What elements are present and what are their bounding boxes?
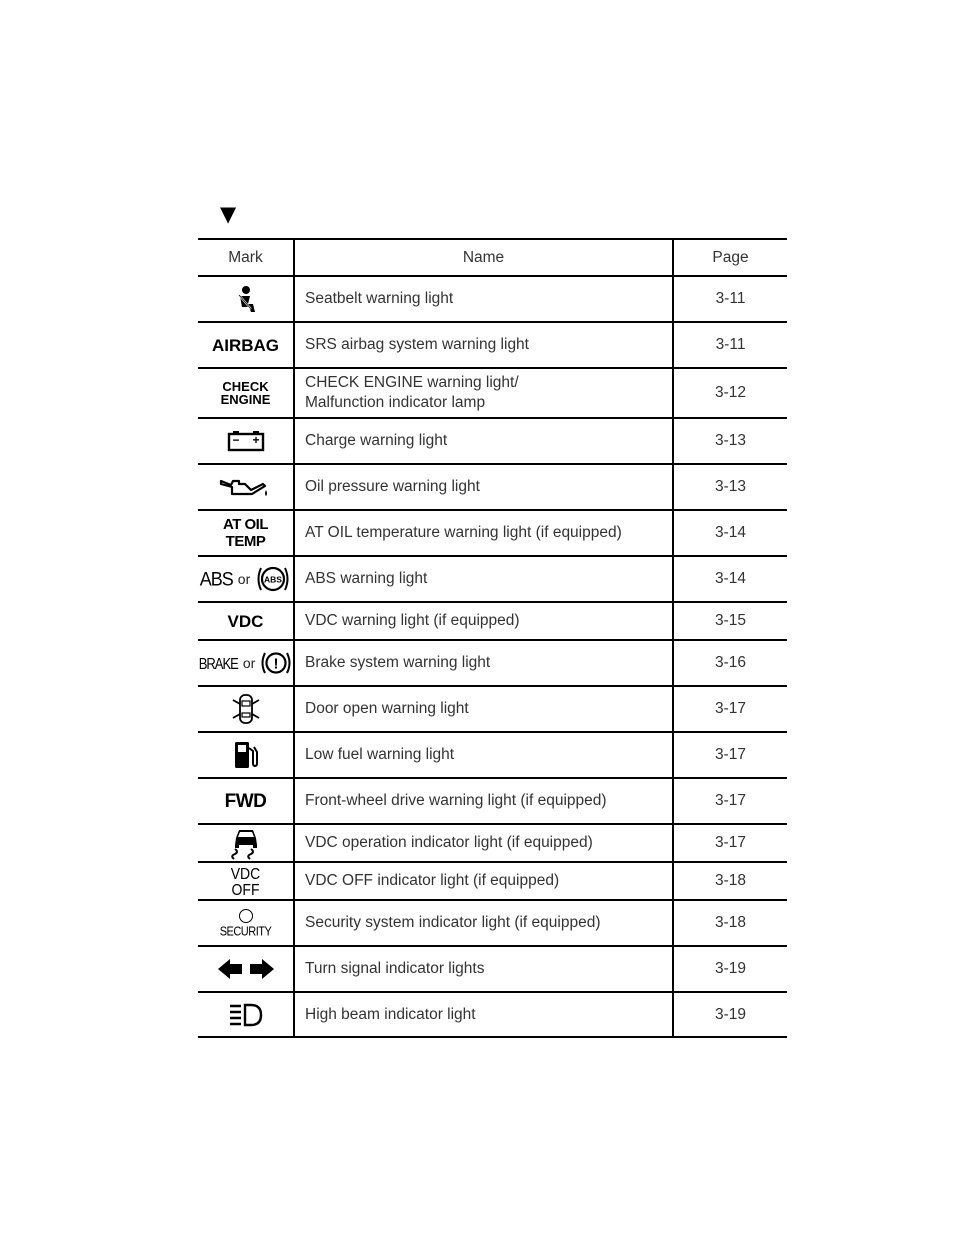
vdc-off-text-line1: VDC (230, 863, 261, 883)
page-cell: 3-19 (673, 992, 787, 1037)
mark-cell (198, 862, 294, 900)
table-row (198, 900, 787, 946)
battery-plus-label: + (251, 433, 260, 447)
page-cell: 3-17 (673, 778, 787, 824)
or-label: or (237, 571, 251, 587)
turn-signal-arrows-icon (217, 958, 275, 980)
mark-cell (198, 368, 294, 418)
brake-text-icon: BRAKE (198, 654, 238, 672)
table-row (198, 322, 787, 368)
table-row (198, 368, 787, 418)
brake-exclamation-label: ! (273, 655, 279, 673)
warning-light-table (198, 238, 787, 1038)
fuel-pump-icon (232, 739, 260, 771)
name-cell: Door open warning light (294, 686, 673, 732)
table-row (198, 418, 787, 464)
security-light-icon (238, 908, 254, 924)
high-beam-icon (228, 1003, 264, 1027)
header-page: Page (673, 239, 787, 276)
mark-cell (198, 686, 294, 732)
name-cell: VDC operation indicator light (if equipped) (294, 824, 673, 862)
door-open-icon (229, 693, 263, 725)
name-cell: Low fuel warning light (294, 732, 673, 778)
table-header-row (198, 239, 787, 276)
table-row (198, 992, 787, 1037)
at-oil-text-line1: AT OIL (222, 516, 269, 533)
name-cell: High beam indicator light (294, 992, 673, 1037)
name-cell: Brake system warning light (294, 640, 673, 686)
page-cell: 3-14 (673, 510, 787, 556)
airbag-text-icon: AIRBAG (211, 335, 280, 355)
name-cell: AT OIL temperature warning light (if equipped) (294, 510, 673, 556)
name-cell: Seatbelt warning light (294, 276, 673, 322)
name-cell: Security system indicator light (if equipped) (294, 900, 673, 946)
page-cell: 3-11 (673, 322, 787, 368)
page-cell: 3-13 (673, 418, 787, 464)
security-text-icon: SECURITY (219, 924, 272, 940)
page-cell: 3-17 (673, 732, 787, 778)
table-row (198, 276, 787, 322)
at-oil-text-line2: TEMP (225, 533, 266, 550)
battery-icon (227, 430, 265, 452)
name-cell: SRS airbag system warning light (294, 322, 673, 368)
abs-text-icon: ABS (199, 568, 233, 590)
mark-cell (198, 418, 294, 464)
name-cell: Oil pressure warning light (294, 464, 673, 510)
check-engine-text-line1: CHECK (222, 379, 269, 394)
page-cell: 3-17 (673, 686, 787, 732)
abs-circle-label: ABS (264, 574, 283, 585)
mark-cell (198, 556, 294, 602)
table-row (198, 732, 787, 778)
table-row (198, 862, 787, 900)
table-row (198, 464, 787, 510)
page-cell: 3-18 (673, 900, 787, 946)
mark-cell (198, 900, 294, 946)
mark-cell (198, 510, 294, 556)
name-cell: VDC warning light (if equipped) (294, 602, 673, 640)
section-bullet-marker: ▼ (220, 202, 237, 226)
page-cell: 3-13 (673, 464, 787, 510)
abs-circle-icon (255, 564, 291, 594)
mark-cell (198, 322, 294, 368)
table-row (198, 556, 787, 602)
vdc-off-text-line2: OFF (231, 879, 260, 899)
page-cell: 3-12 (673, 368, 787, 418)
page-cell: 3-15 (673, 602, 787, 640)
mark-cell (198, 946, 294, 992)
page-cell: 3-11 (673, 276, 787, 322)
table-row (198, 640, 787, 686)
name-cell (294, 368, 673, 418)
table-row (198, 824, 787, 862)
mark-cell (198, 602, 294, 640)
name-line-2: Malfunction indicator lamp (305, 394, 486, 411)
name-cell: Turn signal indicator lights (294, 946, 673, 992)
name-cell: VDC OFF indicator light (if equipped) (294, 862, 673, 900)
mark-cell (198, 640, 294, 686)
mark-cell (198, 824, 294, 862)
table-row (198, 602, 787, 640)
mark-cell (198, 778, 294, 824)
check-engine-text-line2: ENGINE (220, 392, 271, 407)
mark-cell (198, 732, 294, 778)
page-cell: 3-18 (673, 862, 787, 900)
page-cell: 3-16 (673, 640, 787, 686)
table-row (198, 510, 787, 556)
table-row (198, 778, 787, 824)
mark-cell (198, 992, 294, 1037)
vdc-text-icon: VDC (227, 611, 264, 631)
name-cell: Charge warning light (294, 418, 673, 464)
page-cell: 3-19 (673, 946, 787, 992)
fwd-text-icon: FWD (224, 790, 267, 812)
table-row (198, 686, 787, 732)
mark-cell (198, 276, 294, 322)
oil-can-icon (219, 475, 273, 499)
name-line-1: CHECK ENGINE warning light/ (305, 374, 519, 391)
or-label: or (242, 655, 256, 671)
brake-exclamation-icon (260, 650, 292, 676)
header-name: Name (294, 239, 673, 276)
header-mark: Mark (198, 239, 294, 276)
seatbelt-icon (233, 285, 259, 313)
page-cell: 3-17 (673, 824, 787, 862)
mark-cell (198, 464, 294, 510)
skid-car-icon (230, 826, 262, 860)
table-row (198, 946, 787, 992)
page-cell: 3-14 (673, 556, 787, 602)
battery-minus-label: − (231, 433, 240, 447)
name-cell: ABS warning light (294, 556, 673, 602)
name-cell: Front-wheel drive warning light (if equipped) (294, 778, 673, 824)
